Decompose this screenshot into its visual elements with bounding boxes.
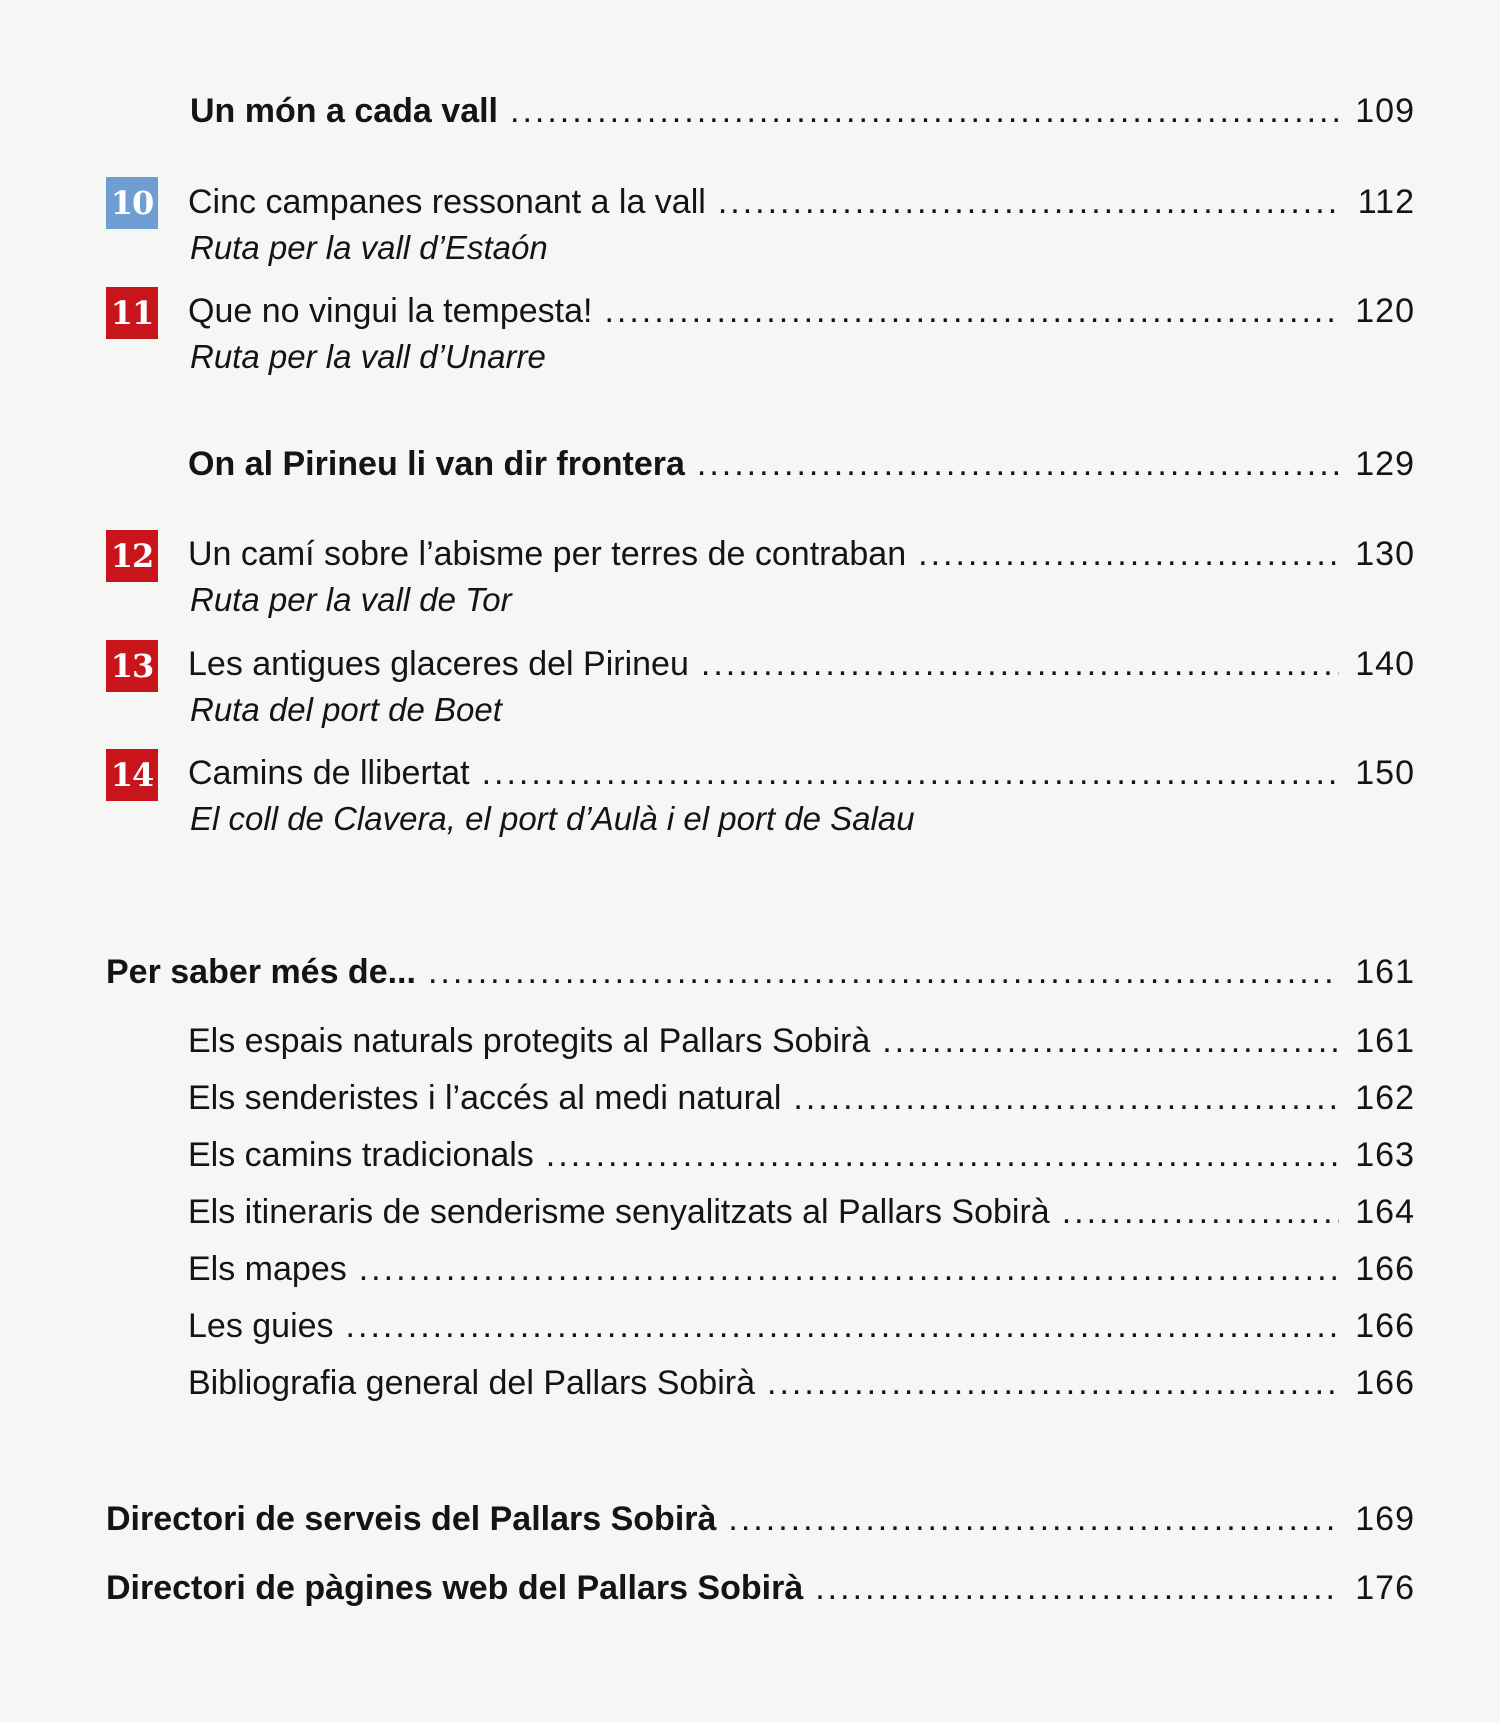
toc-page-number: 161 — [1355, 953, 1415, 991]
toc-section-title: Directori de serveis del Pallars Sobirà — [106, 1500, 717, 1538]
toc-page-number: 140 — [1355, 645, 1415, 683]
toc-section-title: Un món a cada vall — [190, 92, 498, 130]
toc-page-number: 176 — [1355, 1569, 1415, 1607]
dot-leader — [793, 1079, 1339, 1118]
dot-leader — [701, 645, 1339, 684]
toc-route-row[interactable] — [188, 645, 1415, 684]
toc-route-subtitle: Ruta per la vall d’Estaón — [190, 229, 548, 266]
route-number-badge: 13 — [106, 640, 158, 692]
toc-route-title: Un camí sobre l’abisme per terres de contraban — [188, 535, 907, 573]
toc-route-subtitle: Ruta per la vall d’Unarre — [190, 338, 546, 375]
dot-leader — [815, 1569, 1339, 1608]
toc-section-title: Per saber més de... — [106, 953, 416, 991]
toc-page-number: 150 — [1355, 754, 1415, 792]
toc-entry-title: Els senderistes i l’accés al medi natural — [188, 1079, 782, 1117]
toc-page-number: 130 — [1355, 535, 1415, 573]
toc-route-subtitle: Ruta per la vall de Tor — [190, 581, 512, 618]
dot-leader — [546, 1136, 1339, 1175]
toc-page-number: 166 — [1355, 1307, 1415, 1345]
route-number-badge: 14 — [106, 749, 158, 801]
toc-section-title: On al Pirineu li van dir frontera — [188, 445, 685, 483]
dot-leader — [767, 1364, 1339, 1403]
toc-entry-row[interactable] — [188, 1022, 1415, 1061]
toc-page-number: 112 — [1357, 183, 1415, 221]
toc-entry-title: Els mapes — [188, 1250, 347, 1288]
dot-leader — [882, 1022, 1339, 1061]
dot-leader — [718, 183, 1339, 222]
toc-section-title: Directori de pàgines web del Pallars Sobirà — [106, 1569, 804, 1607]
toc-page-number: 164 — [1355, 1193, 1415, 1231]
dot-leader — [359, 1250, 1339, 1289]
toc-entry-row[interactable] — [188, 1250, 1415, 1289]
route-number-badge: 10 — [106, 177, 158, 229]
toc-route-title: Cinc campanes ressonant a la vall — [188, 183, 706, 221]
toc-route-row[interactable] — [188, 292, 1415, 331]
dot-leader — [510, 92, 1339, 131]
toc-page-number: 163 — [1355, 1136, 1415, 1174]
toc-entry-row[interactable] — [188, 1193, 1415, 1232]
toc-section-row[interactable] — [106, 1569, 1415, 1608]
toc-page-number: 120 — [1355, 292, 1415, 330]
dot-leader — [428, 953, 1339, 992]
toc-page-number: 169 — [1355, 1500, 1415, 1538]
toc-route-subtitle: El coll de Clavera, el port d’Aulà i el port de Salau — [190, 800, 915, 837]
toc-page-number: 166 — [1355, 1250, 1415, 1288]
toc-route-subtitle: Ruta del port de Boet — [190, 691, 502, 728]
toc-page-number: 162 — [1355, 1079, 1415, 1117]
toc-page-number: 166 — [1355, 1364, 1415, 1402]
route-number-badge: 12 — [106, 530, 158, 582]
toc-entry-title: Les guies — [188, 1307, 334, 1345]
toc-entry-title: Bibliografia general del Pallars Sobirà — [188, 1364, 755, 1402]
toc-section-row[interactable] — [106, 953, 1415, 992]
toc-entry-row[interactable] — [188, 1079, 1415, 1118]
toc-entry-title: Els espais naturals protegits al Pallars Sobirà — [188, 1022, 871, 1060]
dot-leader — [918, 535, 1339, 574]
toc-page-number: 161 — [1355, 1022, 1415, 1060]
toc-entry-row[interactable] — [188, 1364, 1415, 1403]
dot-leader — [346, 1307, 1339, 1346]
toc-entry-row[interactable] — [188, 1307, 1415, 1346]
dot-leader — [697, 445, 1339, 484]
dot-leader — [728, 1500, 1339, 1539]
toc-section-row[interactable] — [106, 1500, 1415, 1539]
toc-entry-row[interactable] — [188, 1136, 1415, 1175]
toc-route-title: Que no vingui la tempesta! — [188, 292, 593, 330]
toc-route-row[interactable] — [188, 754, 1415, 793]
toc-route-row[interactable] — [188, 183, 1415, 222]
toc-entry-title: Els camins tradicionals — [188, 1136, 534, 1174]
dot-leader — [1062, 1193, 1339, 1232]
dot-leader — [604, 292, 1339, 331]
toc-page-number: 109 — [1355, 92, 1415, 130]
toc-entry-title: Els itineraris de senderisme senyalitzats al Pallars Sobirà — [188, 1193, 1050, 1231]
toc-section-row[interactable] — [190, 92, 1415, 131]
dot-leader — [482, 754, 1339, 793]
route-number-badge: 11 — [106, 287, 158, 339]
toc-section-row[interactable] — [188, 445, 1415, 484]
toc-route-row[interactable] — [188, 535, 1415, 574]
toc-route-title: Les antigues glaceres del Pirineu — [188, 645, 689, 683]
toc-route-title: Camins de llibertat — [188, 754, 470, 792]
toc-page-number: 129 — [1355, 445, 1415, 483]
